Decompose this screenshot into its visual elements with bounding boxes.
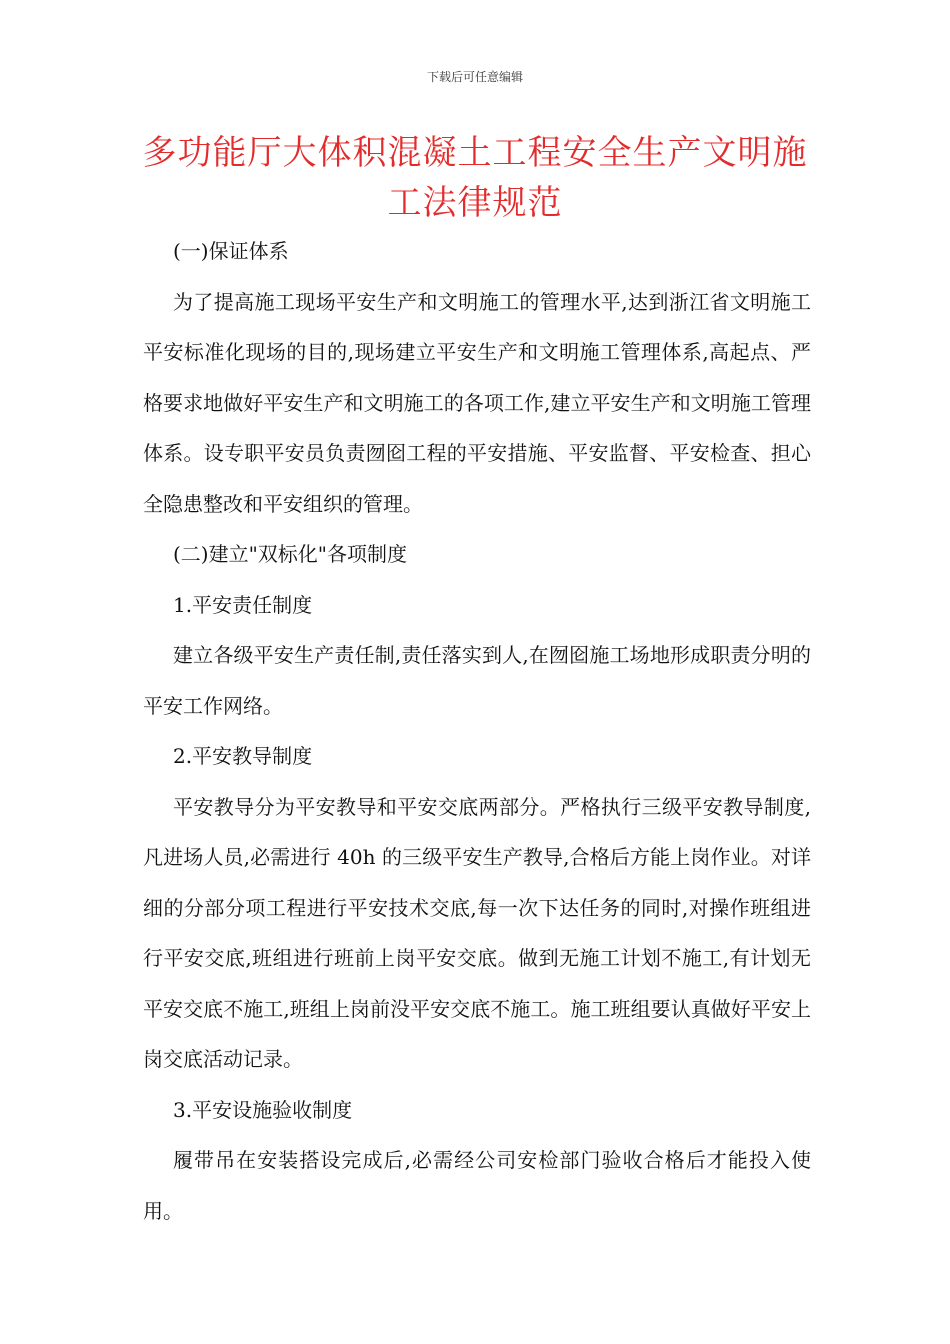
paragraph-acceptance: 履带吊在安装搭设完成后,必需经公司安检部门验收合格后才能投入使用。 bbox=[143, 1148, 811, 1223]
subheading-responsibility-system: 1.平安责任制度 bbox=[173, 592, 313, 617]
header-note: 下载后可任意编辑 bbox=[426, 70, 523, 84]
subheading-acceptance-system: 3.平安设施验收制度 bbox=[173, 1097, 353, 1122]
document-title: 多功能厅大体积混凝土工程安全生产文明施工法律规范 bbox=[142, 133, 808, 223]
section-heading-double-standard: (二)建立"双标化"各项制度 bbox=[173, 542, 408, 566]
section-heading-guarantee-system: (一)保证体系 bbox=[173, 239, 289, 263]
paragraph-management-system: 为了提高施工现场平安生产和文明施工的管理水平,达到浙江省文明施工平安标准化现场的目的,现场建立平安生产和文明施工管理体系,高起点、严格要求地做好平安生产和文明施工的各项工作,建立平安生产和文明施工管理体系。设专职平安员负责囫囵工程的平安措施、平安监督、平安检查、担心全隐患整改和平安组织的管理。 bbox=[143, 289, 811, 516]
paragraph-responsibility: 建立各级平安生产责任制,责任落实到人,在囫囵施工场地形成职责分明的平安工作网络。 bbox=[143, 643, 811, 718]
paragraph-education: 平安教导分为平安教导和平安交底两部分。严格执行三级平安教导制度,凡进场人员,必需进行 40h 的三级平安生产教导,合格后方能上岗作业。对详细的分部分项工程进行平安技术交底,每一次下达任务的同时,对操作班组进行平安交底,班组进行班前上岗平安交底。做到无施工计划不施工,有计划无平安交底不施工,班组上岗前没平安交底不施工。施工班组要认真做好平安上岗交底活动记录。 bbox=[143, 794, 811, 1071]
document-body bbox=[143, 226, 811, 1236]
subheading-education-system: 2.平安教导制度 bbox=[173, 744, 313, 768]
